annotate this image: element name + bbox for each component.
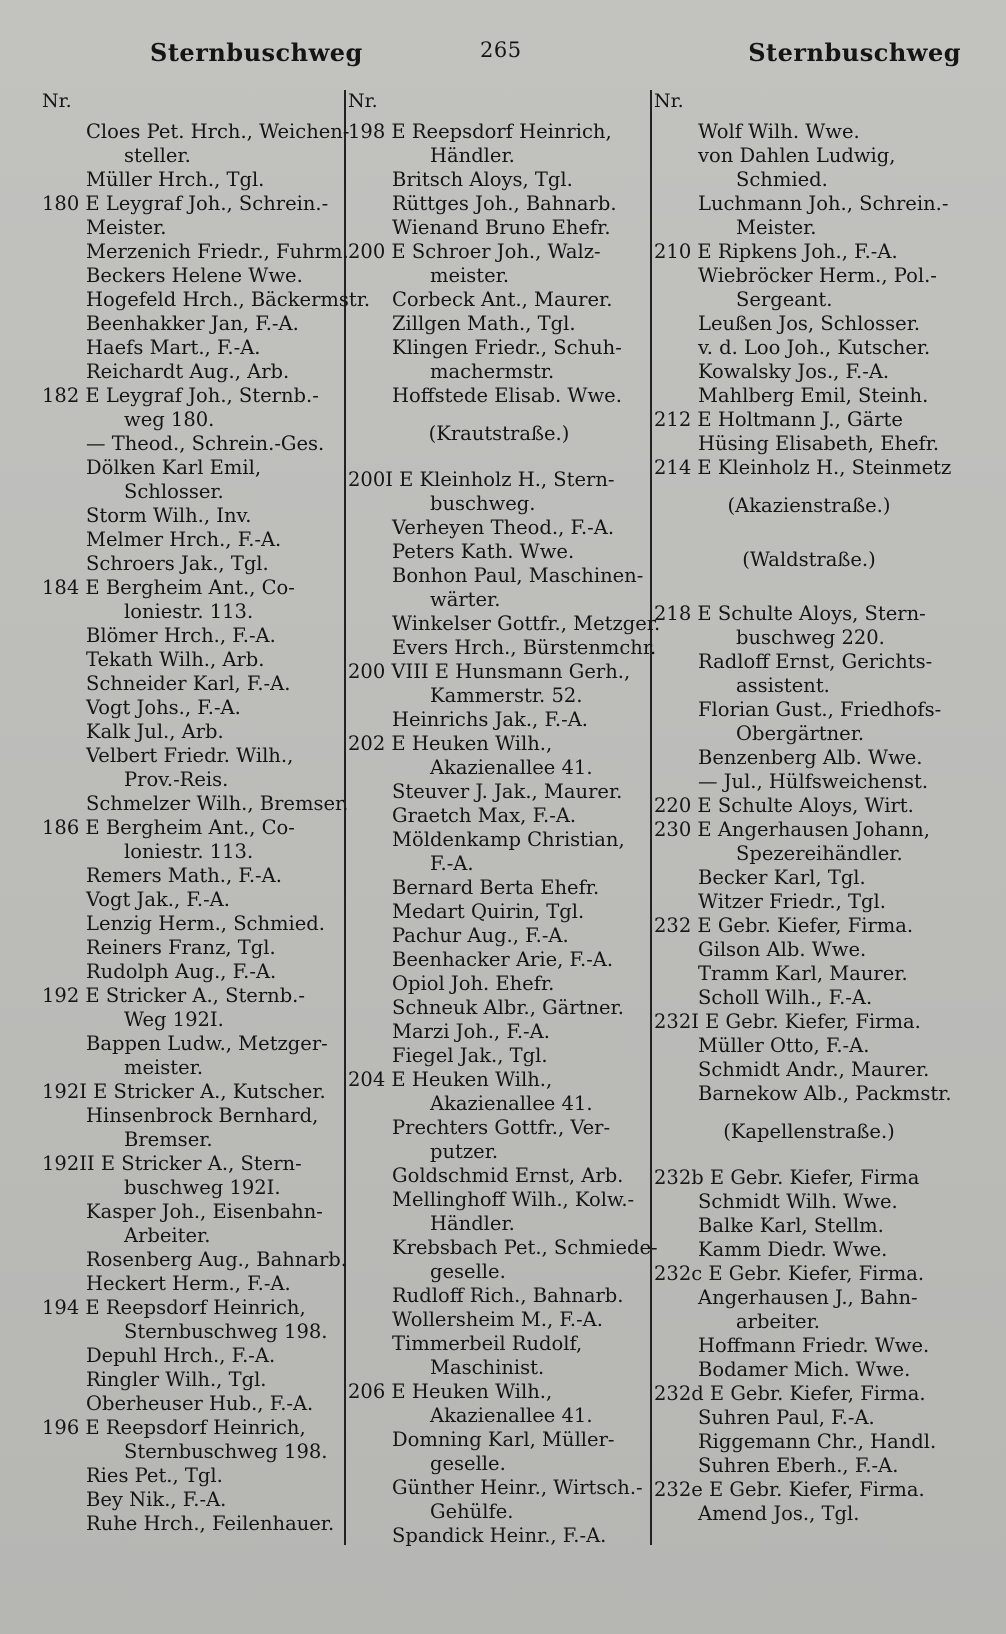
resident-entry: meister. xyxy=(430,264,510,287)
resident-entry: Händler. xyxy=(430,144,515,167)
house-number-entry: 180 E Leygraf Joh., Schrein.- xyxy=(42,192,329,215)
resident-entry: wärter. xyxy=(430,588,501,611)
resident-entry: Tekath Wilh., Arb. xyxy=(86,648,265,671)
resident-entry: buschweg 192I. xyxy=(124,1176,281,1199)
resident-entry: Beenhacker Arie, F.-A. xyxy=(392,948,614,971)
resident-entry: Suhren Paul, F.-A. xyxy=(698,1406,875,1429)
house-number-entry: 186 E Bergheim Ant., Co- xyxy=(42,816,295,839)
resident-entry: Graetch Max, F.-A. xyxy=(392,804,577,827)
house-number-entry: 200 VIII E Hunsmann Gerh., xyxy=(348,660,631,683)
resident-entry: Wolf Wilh. Wwe. xyxy=(698,120,860,143)
resident-entry: Benzenberg Alb. Wwe. xyxy=(698,746,923,769)
resident-entry: Schmidt Wilh. Wwe. xyxy=(698,1190,898,1213)
resident-entry: Opiol Joh. Ehefr. xyxy=(392,972,555,995)
house-number-entry: 184 E Bergheim Ant., Co- xyxy=(42,576,295,599)
resident-entry: Müller Otto, F.-A. xyxy=(698,1034,870,1057)
resident-entry: Beckers Helene Wwe. xyxy=(86,264,303,287)
resident-entry: Becker Karl, Tgl. xyxy=(698,866,866,889)
resident-entry: Kammerstr. 52. xyxy=(430,684,583,707)
resident-entry: Vogt Johs., F.-A. xyxy=(86,696,241,719)
resident-entry: Velbert Friedr. Wilh., xyxy=(86,744,294,767)
resident-entry: Storm Wilh., Inv. xyxy=(86,504,252,527)
resident-entry: arbeiter. xyxy=(736,1310,820,1333)
resident-entry: Schmied. xyxy=(736,168,828,191)
resident-entry: Domning Karl, Müller- xyxy=(392,1428,615,1451)
resident-entry: Rüttges Joh., Bahnarb. xyxy=(392,192,617,215)
resident-entry: Kamm Diedr. Wwe. xyxy=(698,1238,888,1261)
resident-entry: Angerhausen J., Bahn- xyxy=(698,1286,918,1309)
resident-entry: Radloff Ernst, Gerichts- xyxy=(698,650,933,673)
resident-entry: Hinsenbrock Bernhard, xyxy=(86,1104,319,1127)
resident-entry: loniestr. 113. xyxy=(124,600,254,623)
resident-entry: Spezereihändler. xyxy=(736,842,903,865)
resident-entry: von Dahlen Ludwig, xyxy=(698,144,896,167)
resident-entry: Müller Hrch., Tgl. xyxy=(86,168,265,191)
resident-entry: Goldschmid Ernst, Arb. xyxy=(392,1164,624,1187)
resident-entry: Akazienallee 41. xyxy=(430,756,593,779)
resident-entry: Witzer Friedr., Tgl. xyxy=(698,890,886,913)
resident-entry: Suhren Eberh., F.-A. xyxy=(698,1454,899,1477)
resident-entry: Bernard Berta Ehefr. xyxy=(392,876,600,899)
street-section-heading: (Akazienstraße.) xyxy=(727,494,891,517)
column-1 xyxy=(42,88,371,1536)
resident-entry: Spandick Heinr., F.-A. xyxy=(392,1524,607,1547)
resident-entry: Peters Kath. Wwe. xyxy=(392,540,575,563)
house-number-entry: 194 E Reepsdorf Heinrich, xyxy=(42,1296,306,1319)
resident-entry: Rosenberg Aug., Bahnarb. xyxy=(86,1248,347,1271)
resident-entry: Reichardt Aug., Arb. xyxy=(86,360,290,383)
nr-label: Nr. xyxy=(348,90,378,112)
resident-entry: Sternbuschweg 198. xyxy=(124,1440,328,1463)
resident-entry: Melmer Hrch., F.-A. xyxy=(86,528,282,551)
resident-entry: Akazienallee 41. xyxy=(430,1404,593,1427)
resident-entry: Marzi Joh., F.-A. xyxy=(392,1020,550,1043)
resident-entry: Rudolph Aug., F.-A. xyxy=(86,960,277,983)
resident-entry: weg 180. xyxy=(124,408,215,431)
resident-entry: Mellinghoff Wilh., Kolw.- xyxy=(392,1188,635,1211)
resident-entry: Cloes Pet. Hrch., Weichen- xyxy=(86,120,350,143)
resident-entry: — Jul., Hülfsweichenst. xyxy=(698,770,929,793)
resident-entry: steller. xyxy=(124,144,191,167)
resident-entry: Hoffstede Elisab. Wwe. xyxy=(392,384,622,407)
resident-entry: Weg 192I. xyxy=(124,1008,224,1031)
resident-entry: Hüsing Elisabeth, Ehefr. xyxy=(698,432,940,455)
resident-entry: Merzenich Friedr., Fuhrm. xyxy=(86,240,349,263)
resident-entry: Mahlberg Emil, Steinh. xyxy=(698,384,929,407)
resident-entry: Lenzig Herm., Schmied. xyxy=(86,912,325,935)
resident-entry: Rudloff Rich., Bahnarb. xyxy=(392,1284,624,1307)
resident-entry: Steuver J. Jak., Maurer. xyxy=(392,780,623,803)
house-number-entry: 220 E Schulte Aloys, Wirt. xyxy=(654,794,914,817)
page-header xyxy=(150,32,961,72)
resident-entry: Sergeant. xyxy=(736,288,833,311)
resident-entry: Schroers Jak., Tgl. xyxy=(86,552,269,575)
resident-entry: Gilson Alb. Wwe. xyxy=(698,938,867,961)
house-number-entry: 206 E Heuken Wilh., xyxy=(348,1380,553,1403)
resident-entry: machermstr. xyxy=(430,360,555,383)
resident-entry: Remers Math., F.-A. xyxy=(86,864,282,887)
resident-entry: Haefs Mart., F.-A. xyxy=(86,336,261,359)
house-number-entry: 232 E Gebr. Kiefer, Firma. xyxy=(654,914,914,937)
resident-entry: Bonhon Paul, Maschinen- xyxy=(392,564,644,587)
resident-entry: Schneuk Albr., Gärtner. xyxy=(392,996,624,1019)
resident-entry: v. d. Loo Joh., Kutscher. xyxy=(698,336,931,359)
resident-entry: Vogt Jak., F.-A. xyxy=(86,888,230,911)
house-number-entry: 192I E Stricker A., Kutscher. xyxy=(42,1080,326,1103)
house-number-entry: 214 E Kleinholz H., Steinmetz xyxy=(654,456,952,479)
resident-entry: Maschinist. xyxy=(430,1356,545,1379)
resident-entry: Heckert Herm., F.-A. xyxy=(86,1272,291,1295)
resident-entry: Bodamer Mich. Wwe. xyxy=(698,1358,911,1381)
resident-entry: Heinrichs Jak., F.-A. xyxy=(392,708,588,731)
column-3 xyxy=(654,88,964,1526)
resident-entry: Leußen Jos, Schlosser. xyxy=(698,312,921,335)
resident-entry: Pachur Aug., F.-A. xyxy=(392,924,569,947)
resident-entry: Luchmann Joh., Schrein.- xyxy=(698,192,949,215)
house-number-entry: 232d E Gebr. Kiefer, Firma. xyxy=(654,1382,926,1405)
resident-entry: Arbeiter. xyxy=(124,1224,211,1247)
house-number-entry: 192II E Stricker A., Stern- xyxy=(42,1152,302,1175)
resident-entry: Depuhl Hrch., F.-A. xyxy=(86,1344,276,1367)
resident-entry: buschweg. xyxy=(430,492,536,515)
header-title-left: Sternbuschweg xyxy=(150,38,363,67)
resident-entry: Ruhe Hrch., Feilenhauer. xyxy=(86,1512,335,1535)
resident-entry: geselle. xyxy=(430,1452,506,1475)
resident-entry: Riggemann Chr., Handl. xyxy=(698,1430,937,1453)
resident-entry: loniestr. 113. xyxy=(124,840,254,863)
resident-entry: Schmelzer Wilh., Bremser. xyxy=(86,792,349,815)
resident-entry: Amend Jos., Tgl. xyxy=(698,1502,860,1525)
resident-entry: — Theod., Schrein.-Ges. xyxy=(86,432,325,455)
resident-entry: Fiegel Jak., Tgl. xyxy=(392,1044,548,1067)
nr-label: Nr. xyxy=(654,90,684,112)
house-number-entry: 212 E Holtmann J., Gärte xyxy=(654,408,903,431)
resident-entry: Beenhakker Jan, F.-A. xyxy=(86,312,299,335)
resident-entry: Gehülfe. xyxy=(430,1500,514,1523)
resident-entry: Winkelser Gottfr., Metzger. xyxy=(392,612,661,635)
column-divider-2 xyxy=(650,90,652,1545)
resident-entry: Händler. xyxy=(430,1212,515,1235)
resident-entry: Britsch Aloys, Tgl. xyxy=(392,168,573,191)
house-number-entry: 230 E Angerhausen Johann, xyxy=(654,818,930,841)
house-number-entry: 196 E Reepsdorf Heinrich, xyxy=(42,1416,306,1439)
resident-entry: putzer. xyxy=(430,1140,499,1163)
resident-entry: Klingen Friedr., Schuh- xyxy=(392,336,622,359)
house-number-entry: 198 E Reepsdorf Heinrich, xyxy=(348,120,612,143)
resident-entry: Prechters Gottfr., Ver- xyxy=(392,1116,611,1139)
house-number-entry: 182 E Leygraf Joh., Sternb.- xyxy=(42,384,319,407)
resident-entry: Florian Gust., Friedhofs- xyxy=(698,698,942,721)
resident-entry: F.-A. xyxy=(430,852,474,875)
resident-entry: Tramm Karl, Maurer. xyxy=(698,962,908,985)
resident-entry: Meister. xyxy=(86,216,167,239)
resident-entry: Kalk Jul., Arb. xyxy=(86,720,224,743)
resident-entry: Ries Pet., Tgl. xyxy=(86,1464,223,1487)
resident-entry: Ringler Wilh., Tgl. xyxy=(86,1368,267,1391)
house-number-entry: 232I E Gebr. Kiefer, Firma. xyxy=(654,1010,921,1033)
resident-entry: assistent. xyxy=(736,674,830,697)
resident-entry: Bremser. xyxy=(124,1128,213,1151)
resident-entry: Corbeck Ant., Maurer. xyxy=(392,288,613,311)
resident-entry: Bey Nik., F.-A. xyxy=(86,1488,227,1511)
house-number-entry: 204 E Heuken Wilh., xyxy=(348,1068,553,1091)
resident-entry: Kowalsky Jos., F.-A. xyxy=(698,360,890,383)
resident-entry: Blömer Hrch., F.-A. xyxy=(86,624,276,647)
resident-entry: Bappen Ludw., Metzger- xyxy=(86,1032,328,1055)
street-section-heading: (Krautstraße.) xyxy=(428,422,570,445)
house-number-entry: 210 E Ripkens Joh., F.-A. xyxy=(654,240,898,263)
header-title-right: Sternbuschweg xyxy=(748,38,961,67)
house-number-entry: 232b E Gebr. Kiefer, Firma xyxy=(654,1166,920,1189)
street-section-heading: (Kapellenstraße.) xyxy=(723,1120,895,1143)
resident-entry: Sternbuschweg 198. xyxy=(124,1320,328,1343)
resident-entry: Meister. xyxy=(736,216,817,239)
resident-entry: Timmerbeil Rudolf, xyxy=(392,1332,583,1355)
resident-entry: Barnekow Alb., Packmstr. xyxy=(698,1082,952,1105)
house-number-entry: 200 E Schroer Joh., Walz- xyxy=(348,240,601,263)
resident-entry: Verheyen Theod., F.-A. xyxy=(392,516,615,539)
nr-label: Nr. xyxy=(42,90,72,112)
resident-entry: Hoffmann Friedr. Wwe. xyxy=(698,1334,930,1357)
resident-entry: meister. xyxy=(124,1056,204,1079)
page-number: 265 xyxy=(480,38,522,62)
resident-entry: Balke Karl, Stellm. xyxy=(698,1214,884,1237)
resident-entry: geselle. xyxy=(430,1260,506,1283)
resident-entry: Medart Quirin, Tgl. xyxy=(392,900,585,923)
resident-entry: Prov.-Reis. xyxy=(124,768,229,791)
resident-entry: Kasper Joh., Eisenbahn- xyxy=(86,1200,323,1223)
resident-entry: Zillgen Math., Tgl. xyxy=(392,312,576,335)
resident-entry: Wollersheim M., F.-A. xyxy=(392,1308,603,1331)
resident-entry: buschweg 220. xyxy=(736,626,885,649)
house-number-entry: 218 E Schulte Aloys, Stern- xyxy=(654,602,926,625)
resident-entry: Wienand Bruno Ehefr. xyxy=(392,216,611,239)
resident-entry: Hogefeld Hrch., Bäckermstr. xyxy=(86,288,371,311)
house-number-entry: 232e E Gebr. Kiefer, Firma. xyxy=(654,1478,925,1501)
resident-entry: Schneider Karl, F.-A. xyxy=(86,672,291,695)
house-number-entry: 200I E Kleinholz H., Stern- xyxy=(348,468,615,491)
column-2 xyxy=(348,88,661,1548)
resident-entry: Krebsbach Pet., Schmiede- xyxy=(392,1236,658,1259)
resident-entry: Reiners Franz, Tgl. xyxy=(86,936,276,959)
resident-entry: Akazienallee 41. xyxy=(430,1092,593,1115)
house-number-entry: 192 E Stricker A., Sternb.- xyxy=(42,984,305,1007)
resident-entry: Günther Heinr., Wirtsch.- xyxy=(392,1476,643,1499)
resident-entry: Evers Hrch., Bürstenmchr. xyxy=(392,636,657,659)
resident-entry: Möldenkamp Christian, xyxy=(392,828,625,851)
house-number-entry: 202 E Heuken Wilh., xyxy=(348,732,553,755)
resident-entry: Oberheuser Hub., F.-A. xyxy=(86,1392,314,1415)
resident-entry: Obergärtner. xyxy=(736,722,865,745)
resident-entry: Scholl Wilh., F.-A. xyxy=(698,986,873,1009)
resident-entry: Schlosser. xyxy=(124,480,224,503)
resident-entry: Dölken Karl Emil, xyxy=(86,456,262,479)
street-section-heading: (Waldstraße.) xyxy=(742,548,876,571)
house-number-entry: 232c E Gebr. Kiefer, Firma. xyxy=(654,1262,925,1285)
resident-entry: Wiebröcker Herm., Pol.- xyxy=(698,264,937,287)
resident-entry: Schmidt Andr., Maurer. xyxy=(698,1058,930,1081)
